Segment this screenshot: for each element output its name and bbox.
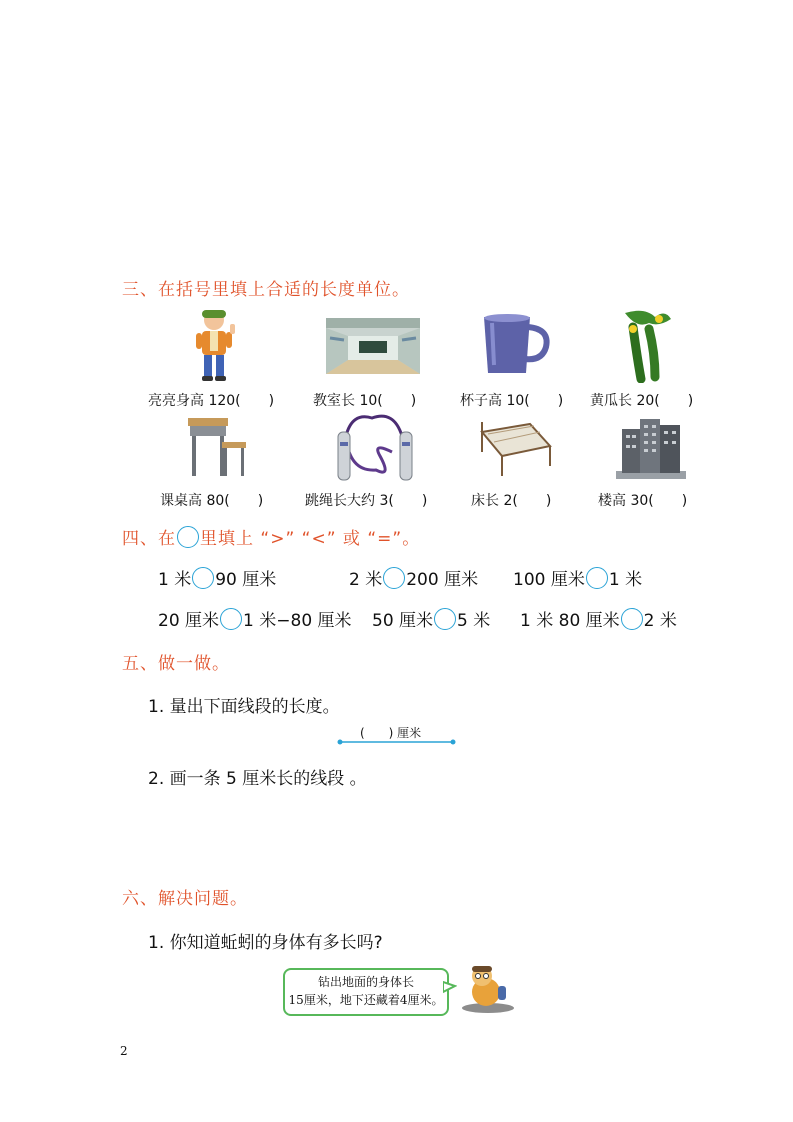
mug-icon: [480, 313, 552, 377]
building-icon: [616, 415, 686, 479]
answer-circle[interactable]: [586, 567, 608, 589]
caption-rope: 跳绳长大约 3( ): [305, 493, 428, 509]
answer-circle[interactable]: [192, 567, 214, 589]
task-5-2: 2. 画一条 5 厘米长的线段 。: [148, 769, 367, 789]
caption-bed: 床长 2( ): [471, 493, 552, 509]
caption-building: 楼高 30( ): [598, 493, 688, 509]
jump-rope-icon: [332, 412, 418, 484]
answer-circle[interactable]: [621, 608, 643, 630]
bubble-tail: [443, 980, 457, 994]
segment-label: ( ) 厘米: [360, 726, 422, 740]
caption-height: 亮亮身高 120( ): [148, 393, 275, 409]
section-3-title: 三、在括号里填上合适的长度单位。: [122, 280, 410, 300]
answer-circle[interactable]: [383, 567, 405, 589]
desk-icon: [186, 414, 252, 482]
compare-6: 1 米 80 厘米 2 米: [520, 606, 677, 631]
cucumber-icon: [615, 307, 675, 383]
task-5-1: 1. 量出下面线段的长度。: [148, 697, 340, 717]
compare-2: 2 米 200 厘米: [349, 565, 478, 590]
classroom-icon: [326, 318, 420, 374]
cartoon-character-icon: [458, 962, 516, 1014]
caption-classroom: 教室长 10( ): [313, 393, 417, 409]
section-4-title: 四、在 里填上 “>” “<” 或 “=”。: [122, 524, 420, 549]
compare-4: 20 厘米 1 米−80 厘米: [158, 606, 352, 631]
section-5-title: 五、做一做。: [122, 654, 230, 674]
line-segment: [336, 737, 458, 747]
caption-desk: 课桌高 80( ): [160, 493, 264, 509]
compare-3: 100 厘米 1 米: [513, 565, 642, 590]
compare-1: 1 米 90 厘米: [158, 565, 276, 590]
compare-circle-icon: [177, 526, 199, 548]
caption-cucumber: 黄瓜长 20( ): [590, 393, 694, 409]
boy-icon: [190, 306, 242, 384]
speech-bubble: 钻出地面的身体长 15厘米，地下还藏着4厘米。: [283, 968, 449, 1016]
caption-cup: 杯子高 10( ): [460, 393, 564, 409]
task-6-1: 1. 你知道蚯蚓的身体有多长吗?: [148, 933, 383, 953]
page-number: 2: [120, 1044, 128, 1058]
answer-circle[interactable]: [434, 608, 456, 630]
answer-circle[interactable]: [220, 608, 242, 630]
bed-icon: [478, 418, 554, 478]
compare-5: 50 厘米 5 米: [372, 606, 490, 631]
section-6-title: 六、解决问题。: [122, 889, 248, 909]
